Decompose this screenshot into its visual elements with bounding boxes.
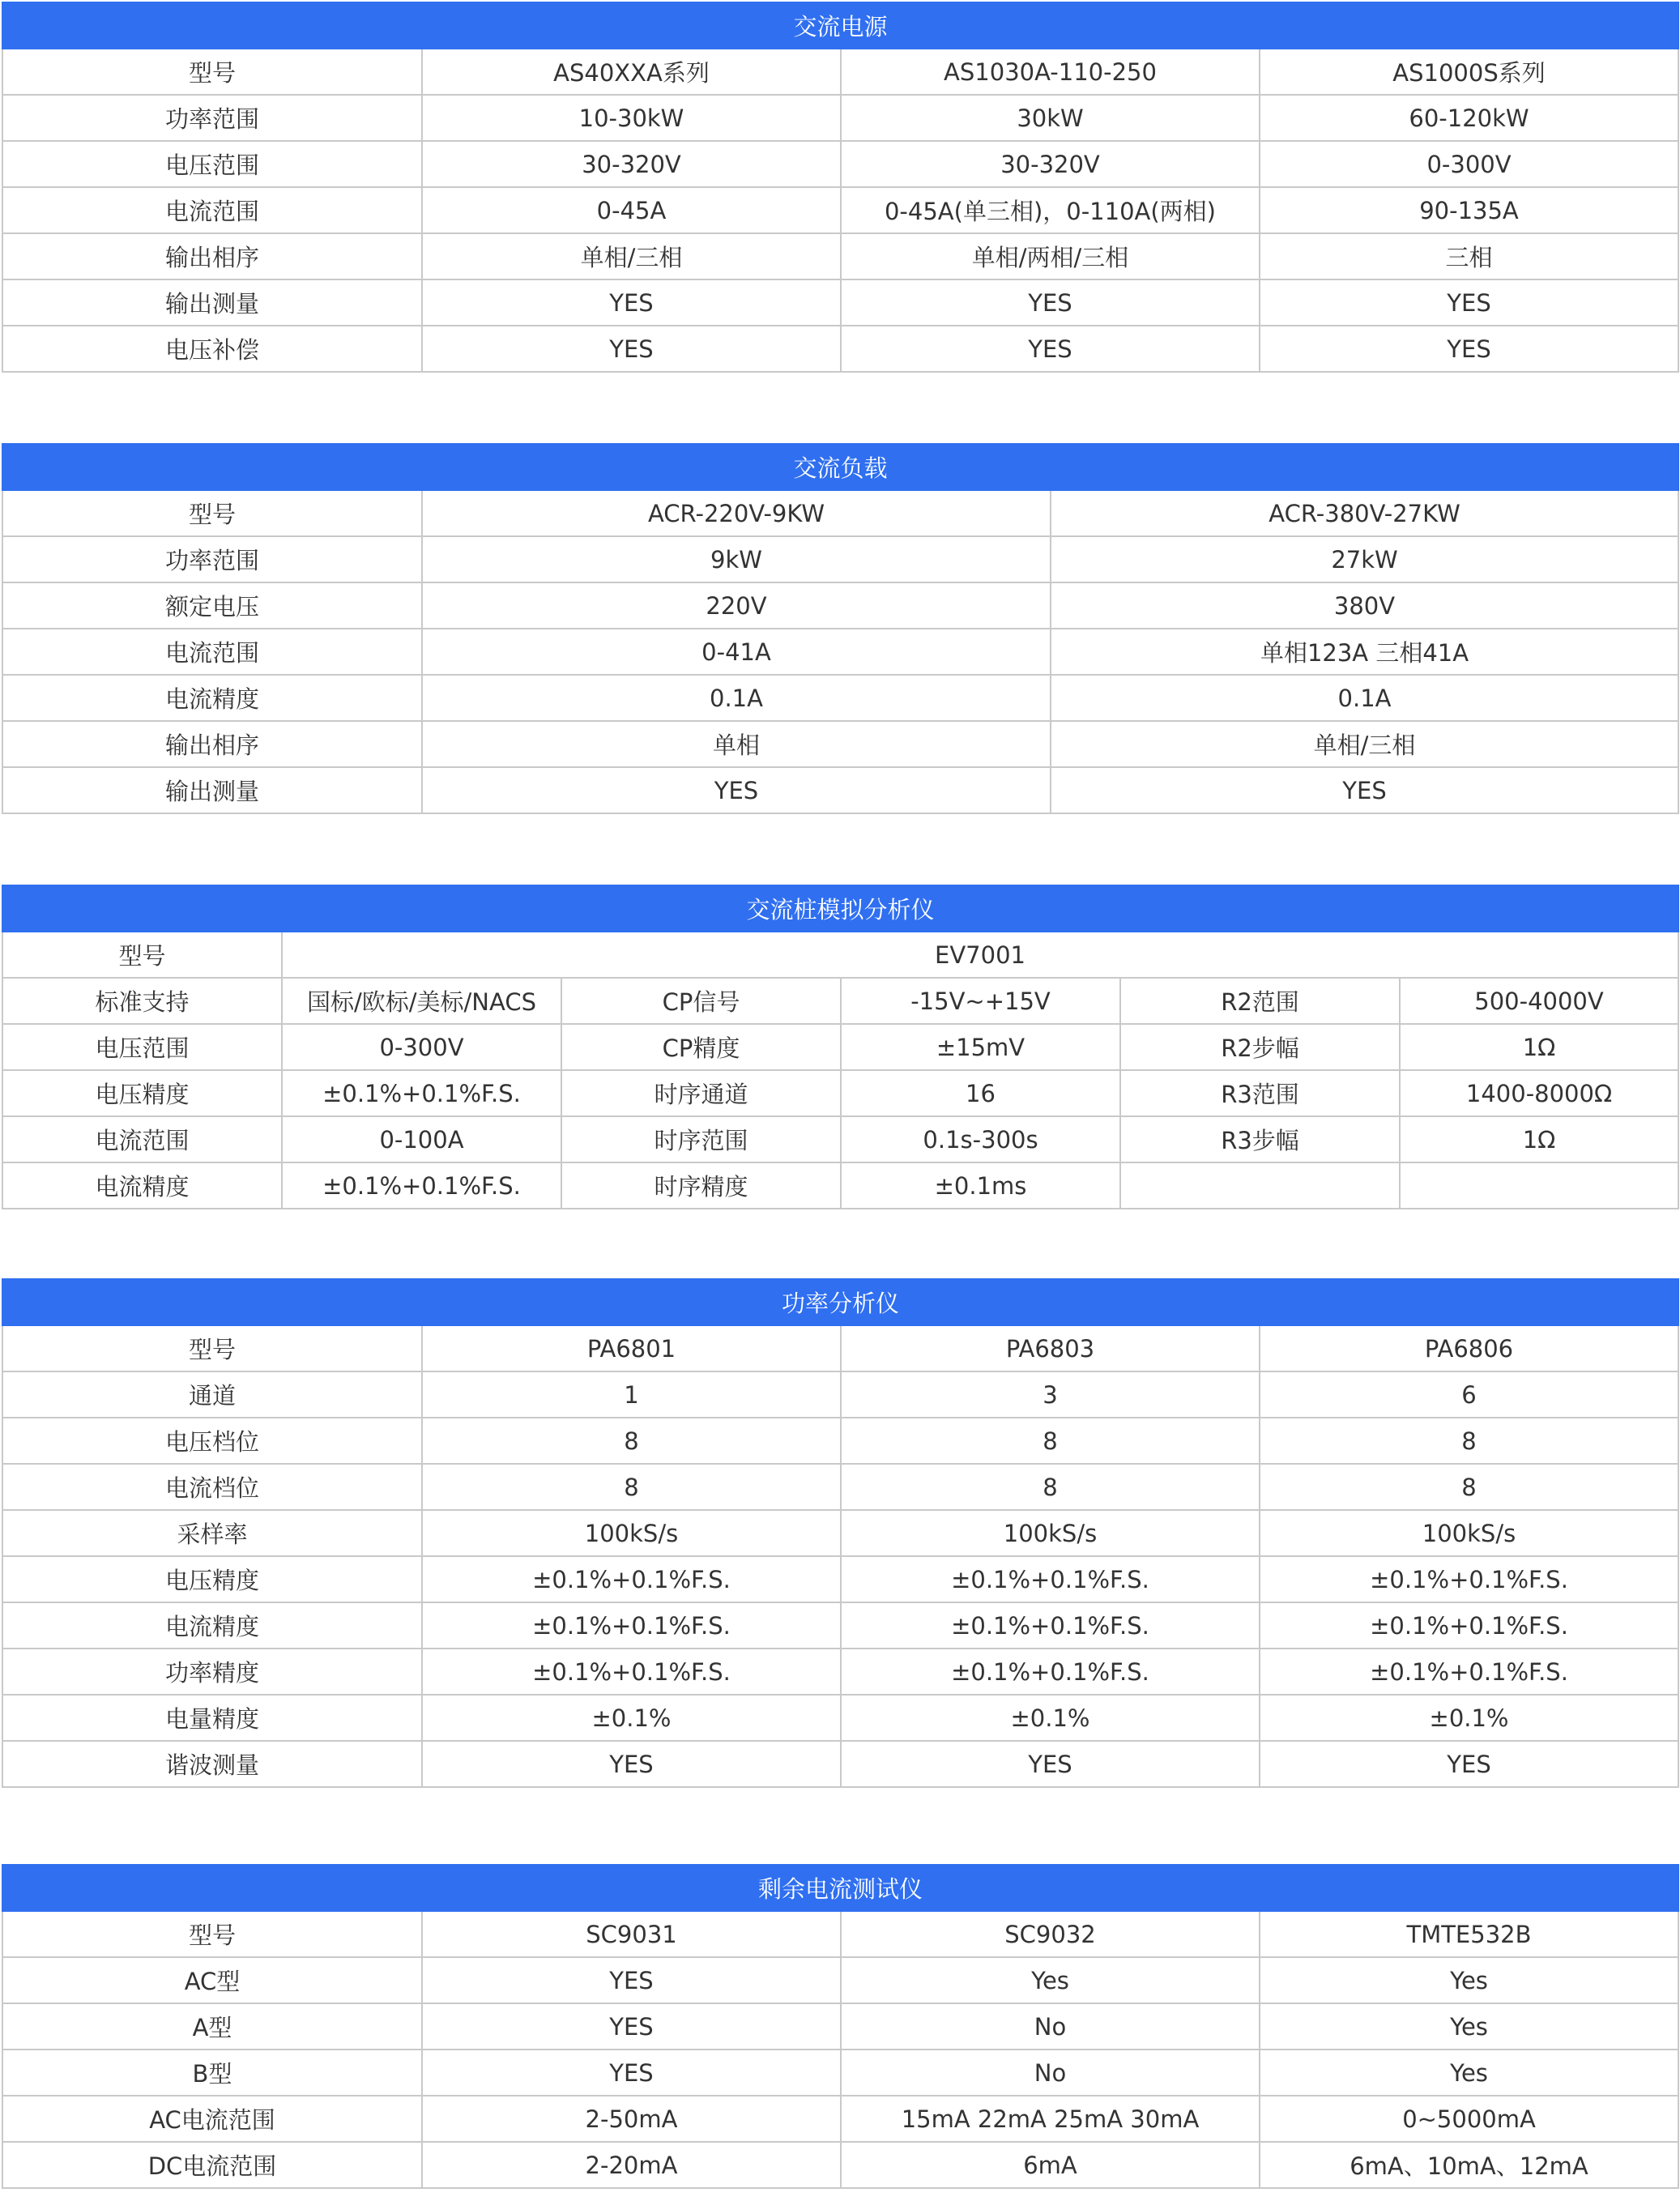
table-cell: PA6801 [422,1325,841,1371]
table-title: 交流电源 [2,2,1678,49]
row-label-cell: A型 [2,2003,422,2050]
table-cell: 6mA、10mA、12mA [1260,2142,1678,2188]
table-row [2,2096,1678,2142]
row-label-cell: 谐波测量 [2,1741,422,1787]
table-row [2,932,1678,978]
table-cell: 2-20mA [422,2142,841,2188]
table-cell: 500-4000V [1400,978,1678,1024]
table-body [2,1911,1678,2188]
table-row [2,2142,1678,2188]
row-label-cell: 功率范围 [2,536,422,582]
table-cell: YES [841,279,1260,326]
table-cell: 380V [1051,582,1678,629]
table-body [2,1325,1678,1787]
row-label-cell: 电流范围 [2,629,422,675]
table-row [2,1957,1678,2003]
table-cell: ±0.1%+0.1%F.S. [1260,1602,1678,1649]
table-cell: ±0.1%+0.1%F.S. [841,1602,1260,1649]
table-cell: ±0.1% [1260,1695,1678,1741]
table-cell: 0-100A [282,1116,561,1162]
table-cell: 0.1s-300s [841,1116,1120,1162]
table-cell: AS40XXA系列 [422,49,841,95]
row-label-cell: DC电流范围 [2,2142,422,2188]
row-label-cell: 电流精度 [2,675,422,721]
table-cell: YES [422,1957,841,2003]
table-row [2,1162,1678,1209]
table-cell: 30-320V [841,141,1260,187]
table-title: 剩余电流测试仪 [2,1865,1678,1911]
table-cell: 2-50mA [422,2096,841,2142]
table-cell: ±0.1%+0.1%F.S. [422,1556,841,1602]
table-cell: PA6803 [841,1325,1260,1371]
table-cell: 3 [841,1371,1260,1418]
table-cell: 60-120kW [1260,95,1678,141]
table-cell: 0-300V [1260,141,1678,187]
table-cell: No [841,2050,1260,2096]
row-label-cell: 型号 [2,49,422,95]
table-row [2,1464,1678,1510]
row-label-cell: 电压补偿 [2,326,422,372]
table-row [2,1070,1678,1116]
table-cell: SC9031 [422,1911,841,1957]
table-cell: AS1030A-110-250 [841,49,1260,95]
table-body [2,49,1678,372]
row-label-cell: 输出测量 [2,767,422,813]
table-row [2,1602,1678,1649]
table-body [2,490,1678,813]
table-cell: AS1000S系列 [1260,49,1678,95]
table-cell: R3范围 [1120,1070,1400,1116]
table-row [2,95,1678,141]
table-cell: 27kW [1051,536,1678,582]
row-label-cell: 功率范围 [2,95,422,141]
table-row [2,1116,1678,1162]
table-row [2,187,1678,233]
table-cell: 6 [1260,1371,1678,1418]
table-cell: 0~5000mA [1260,2096,1678,2142]
table-title: 交流桩模拟分析仪 [2,885,1678,932]
table-row [2,2050,1678,2096]
power-analyzer-table [2,1278,1679,1788]
table-cell: 8 [422,1418,841,1464]
table-cell: 220V [422,582,1051,629]
table-cell: 0-41A [422,629,1051,675]
table-cell: ±0.1% [841,1695,1260,1741]
row-label-cell: 输出测量 [2,279,422,326]
table-cell: R2步幅 [1120,1024,1400,1070]
table-row [2,1325,1678,1371]
row-label-cell: 输出相序 [2,233,422,279]
table-row [2,582,1678,629]
table-title: 交流负载 [2,444,1678,490]
ac-charger-simulator-table [2,885,1679,1209]
row-label-cell: 标准支持 [2,978,282,1024]
table-cell: ACR-380V-27KW [1051,490,1678,536]
table-row [2,721,1678,767]
table-cell: 1Ω [1400,1116,1678,1162]
table-cell: ±0.1%+0.1%F.S. [1260,1556,1678,1602]
table-title: 功率分析仪 [2,1279,1678,1325]
table-cell: 时序精度 [561,1162,841,1209]
table-row [2,1418,1678,1464]
table-cell: 单相/三相 [422,233,841,279]
row-label-cell: 型号 [2,1325,422,1371]
table-cell: ±0.1%+0.1%F.S. [422,1602,841,1649]
table-cell: 30kW [841,95,1260,141]
table-cell: Yes [1260,2050,1678,2096]
table-row [2,767,1678,813]
row-label-cell: 电流精度 [2,1162,282,1209]
table-row [2,2003,1678,2050]
table-cell: 8 [841,1464,1260,1510]
table-cell: 0-45A(单三相)，0-110A(两相) [841,187,1260,233]
ac-load-table [2,443,1679,814]
table-cell: 8 [422,1464,841,1510]
table-cell: 9kW [422,536,1051,582]
table-row [2,675,1678,721]
row-label-cell: AC电流范围 [2,2096,422,2142]
row-label-cell: 电量精度 [2,1695,422,1741]
table-cell: 100kS/s [422,1510,841,1556]
row-label-cell: 电压精度 [2,1556,422,1602]
table-cell: R2范围 [1120,978,1400,1024]
table-row [2,49,1678,95]
table-cell: TMTE532B [1260,1911,1678,1957]
table-row [2,629,1678,675]
table-cell: 三相 [1260,233,1678,279]
table-cell: 10-30kW [422,95,841,141]
table-row [2,536,1678,582]
table-cell: YES [1051,767,1678,813]
table-cell: 单相123A 三相41A [1051,629,1678,675]
row-label-cell: 电压范围 [2,1024,282,1070]
row-label-cell: 采样率 [2,1510,422,1556]
table-cell: EV7001 [282,932,1678,978]
table-row [2,233,1678,279]
table-cell: 0.1A [422,675,1051,721]
table-cell: 16 [841,1070,1120,1116]
row-label-cell: 电流档位 [2,1464,422,1510]
row-label-cell: B型 [2,2050,422,2096]
table-cell: 0-45A [422,187,841,233]
table-cell: 0.1A [1051,675,1678,721]
table-row [2,1649,1678,1695]
table-cell: YES [422,279,841,326]
table-cell: SC9032 [841,1911,1260,1957]
table-cell: 单相/三相 [1051,721,1678,767]
table-cell: ±0.1ms [841,1162,1120,1209]
table-cell: 15mA 22mA 25mA 30mA [841,2096,1260,2142]
row-label-cell: 电压范围 [2,141,422,187]
table-cell [1120,1162,1400,1209]
ac-power-supply-table [2,2,1679,373]
row-label-cell: 输出相序 [2,721,422,767]
row-label-cell: 额定电压 [2,582,422,629]
table-cell: Yes [1260,2003,1678,2050]
table-cell: ±0.1%+0.1%F.S. [282,1162,561,1209]
table-cell: 时序范围 [561,1116,841,1162]
table-cell: 6mA [841,2142,1260,2188]
table-cell: ±0.1% [422,1695,841,1741]
table-row [2,490,1678,536]
table-cell: YES [422,326,841,372]
table-cell: 1Ω [1400,1024,1678,1070]
table-row [2,1695,1678,1741]
table-cell: 100kS/s [1260,1510,1678,1556]
table-cell: Yes [1260,1957,1678,2003]
table-row [2,1911,1678,1957]
row-label-cell: 通道 [2,1371,422,1418]
table-cell: 时序通道 [561,1070,841,1116]
row-label-cell: 功率精度 [2,1649,422,1695]
table-cell: No [841,2003,1260,2050]
table-cell: CP精度 [561,1024,841,1070]
table-cell: YES [1260,279,1678,326]
table-cell: YES [422,1741,841,1787]
table-cell: 单相/两相/三相 [841,233,1260,279]
table-cell: CP信号 [561,978,841,1024]
table-row [2,1510,1678,1556]
table-cell: YES [1260,1741,1678,1787]
table-cell: R3步幅 [1120,1116,1400,1162]
table-cell: PA6806 [1260,1325,1678,1371]
table-cell: YES [422,2003,841,2050]
table-cell: ACR-220V-9KW [422,490,1051,536]
table-row [2,1556,1678,1602]
row-label-cell: 电流范围 [2,1116,282,1162]
table-cell: 国标/欧标/美标/NACS [282,978,561,1024]
table-body [2,932,1678,1209]
table-row [2,326,1678,372]
residual-current-tester-table [2,1864,1679,2189]
table-row [2,1371,1678,1418]
row-label-cell: 电压档位 [2,1418,422,1464]
table-cell: 1400-8000Ω [1400,1070,1678,1116]
table-cell: YES [422,2050,841,2096]
table-cell: ±0.1%+0.1%F.S. [282,1070,561,1116]
table-cell: YES [1260,326,1678,372]
table-cell: ±0.1%+0.1%F.S. [841,1556,1260,1602]
row-label-cell: 电流精度 [2,1602,422,1649]
table-cell: ±15mV [841,1024,1120,1070]
table-cell: 单相 [422,721,1051,767]
table-cell: YES [422,767,1051,813]
table-cell: 8 [1260,1418,1678,1464]
row-label-cell: 型号 [2,1911,422,1957]
table-cell: 0-300V [282,1024,561,1070]
table-cell: YES [841,1741,1260,1787]
table-cell: 30-320V [422,141,841,187]
row-label-cell: 型号 [2,490,422,536]
table-cell: -15V~+15V [841,978,1120,1024]
table-cell: YES [841,326,1260,372]
table-row [2,1741,1678,1787]
row-label-cell: 电流范围 [2,187,422,233]
table-row [2,1024,1678,1070]
row-label-cell: 电压精度 [2,1070,282,1116]
table-cell: 8 [1260,1464,1678,1510]
table-cell: 1 [422,1371,841,1418]
table-row [2,279,1678,326]
table-cell: 8 [841,1418,1260,1464]
table-cell: Yes [841,1957,1260,2003]
table-row [2,978,1678,1024]
table-cell: 型号 [2,932,282,978]
table-cell: ±0.1%+0.1%F.S. [841,1649,1260,1695]
table-cell [1400,1162,1678,1209]
table-row [2,141,1678,187]
table-cell: ±0.1%+0.1%F.S. [1260,1649,1678,1695]
table-cell: ±0.1%+0.1%F.S. [422,1649,841,1695]
row-label-cell: AC型 [2,1957,422,2003]
table-cell: 100kS/s [841,1510,1260,1556]
table-cell: 90-135A [1260,187,1678,233]
